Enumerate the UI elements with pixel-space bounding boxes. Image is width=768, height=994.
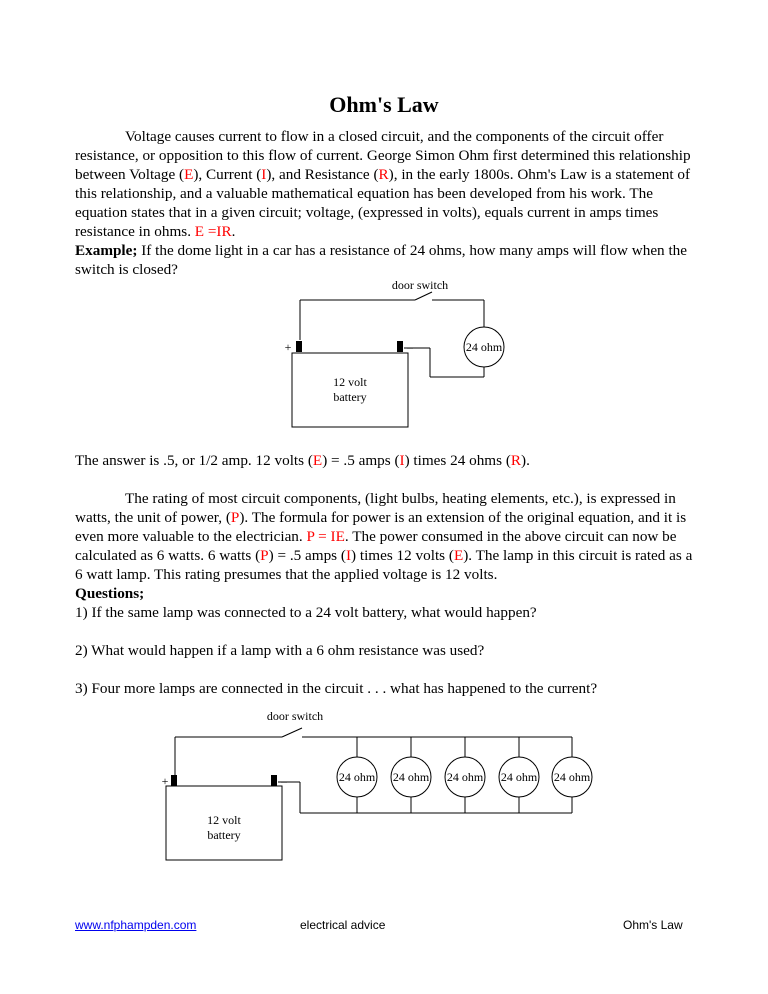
- positive-terminal: [296, 341, 302, 352]
- battery-label-line2-2: battery: [207, 828, 241, 842]
- ohms-law-formula: E =IR: [194, 223, 232, 240]
- plus-sign-2: +: [161, 774, 169, 788]
- door-switch-label: door switch: [391, 278, 449, 292]
- minus-sign: –: [407, 340, 413, 354]
- positive-terminal-2: [171, 775, 177, 786]
- lamp-label-4: 24 ohm: [500, 770, 538, 784]
- resistance-symbol: R: [378, 166, 389, 183]
- power-paragraph: The rating of most circuit components, (light bulbs, heating elements, etc.), is expressed in watts, the unit of power, (P). The formula for power is an extension of the original equation, and it is even more valuable to the electrician. P = IE. The power consumed in the above circuit can now be calculated as 6 watts. 6 watts (P) = .5 amps (I) times 12 volts (E). The lamp in this circuit is rated as a 6 watt lamp. This rating presumes that the applied voltage is 12 volts.: [75, 490, 693, 583]
- footer-center-text: electrical advice: [300, 918, 386, 932]
- circuit-diagram-five-lamps: [0, 700, 768, 870]
- battery-label-line1-2: 12 volt: [207, 813, 241, 827]
- current-symbol: I: [261, 166, 267, 183]
- question-1: 1) If the same lamp was connected to a 24 volt battery, what would happen?: [75, 604, 537, 621]
- lamp-label-2: 24 ohm: [392, 770, 430, 784]
- footer-link[interactable]: [75, 918, 196, 932]
- circuit-diagram-single-lamp: [0, 270, 768, 440]
- lamp-label-5: 24 ohm: [553, 770, 591, 784]
- example-label: Example;: [75, 242, 138, 259]
- battery-label-line1: 12 volt: [333, 375, 367, 389]
- lamp-label-3: 24 ohm: [446, 770, 484, 784]
- footer-right-text: Ohm's Law: [623, 918, 683, 932]
- lamp-label: 24 ohm: [465, 340, 503, 354]
- questions-heading: Questions;: [75, 585, 145, 602]
- negative-terminal-2: [271, 775, 277, 786]
- intro-paragraph: Voltage causes current to flow in a closed circuit, and the components of the circuit offer resistance, or opposition to this flow of current. George Simon Ohm first determined this relationship between Voltage (E), Current (I), and Resistance (R), in the early 1800s. Ohm's Law is a statement of this relationship, and a valuable mathematical equation has been developed from his work. The equation states that in a given circuit; voltage, (expressed in volts), equals current in amps times resistance in ohms. E =IR. Example; If the dome light in a car has a resistance of 24 ohms, how many amps will flow when the switch is closed?: [75, 127, 703, 279]
- negative-terminal: [397, 341, 403, 352]
- door-switch-label-2: door switch: [266, 709, 324, 723]
- voltage-symbol: E: [184, 166, 194, 183]
- battery-label-line2: battery: [333, 390, 367, 404]
- answer-paragraph: The answer is .5, or 1/2 amp. 12 volts (E) = .5 amps (I) times 24 ohms (R).: [75, 452, 530, 469]
- website-link[interactable]: www.nfphampden.com: [75, 918, 197, 932]
- questions-section: [75, 584, 703, 698]
- lamp-label-1: 24 ohm: [338, 770, 376, 784]
- minus-sign-2: –: [281, 774, 287, 788]
- power-formula: P = IE: [306, 528, 345, 545]
- example-paragraph: Example; If the dome light in a car has a resistance of 24 ohms, how many amps will flow when the switch is closed?: [75, 242, 688, 278]
- question-2: 2) What would happen if a lamp with a 6 ohm resistance was used?: [75, 642, 485, 659]
- page-title: Ohm's Law: [329, 92, 439, 117]
- question-3: 3) Four more lamps are connected in the circuit . . . what has happened to the current?: [75, 680, 598, 697]
- plus-sign: +: [284, 340, 292, 354]
